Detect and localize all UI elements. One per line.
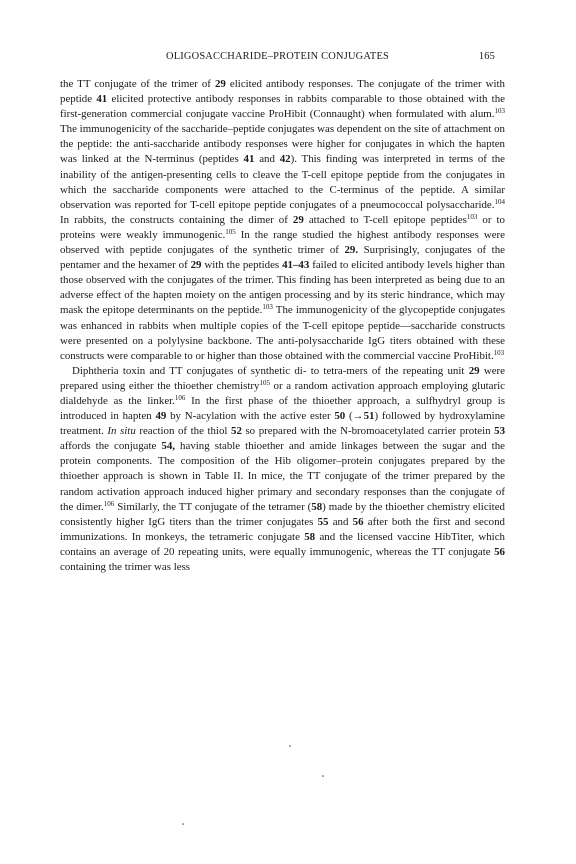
text-run: or to proteins were weakly immunogenic. (60, 213, 505, 241)
running-title: OLIGOSACCHARIDE–PROTEIN CONJUGATES (166, 51, 389, 62)
paragraph-1 (60, 77, 505, 364)
text-run: Surprisingly, conjugates of the pentamer and the hexamer of (60, 244, 505, 272)
reference-superscript: 103 (466, 212, 478, 221)
scan-speck (289, 745, 291, 747)
text-run: or a random activation approach employing glutaric dialdehyde as the linker. (60, 379, 505, 407)
reference-superscript: 103 (262, 303, 273, 312)
text-run: Similarly, the TT conjugate of the tetramer ( (114, 500, 312, 513)
text-run: In the first phase of the thioether approach, a sulfhydryl group is introduced in hapten (60, 394, 505, 423)
text-run: (→ (345, 410, 364, 423)
reference-superscript: 104 (494, 197, 505, 206)
compound-number: 52 (231, 425, 242, 438)
body-text (60, 77, 505, 575)
compound-number: 41–43 (282, 259, 310, 272)
compound-number: 29 (190, 259, 202, 272)
compound-number: 58 (304, 530, 316, 543)
reference-superscript: 105 (225, 227, 236, 236)
text-run: In rabbits, the constructs containing the dimer of (60, 213, 293, 226)
reference-superscript: 105 (259, 378, 270, 387)
compound-number: 58 (311, 500, 323, 513)
text-run: The immunogenicity of the glycopeptide conjugates was enhanced in rabbits when multiple copies of the T-cell epitope peptide—saccharide constructs were presented on a polylysine backbone. The anti-polysaccharide IgG titers obtained with these constructs were comparable to or higher than those obtained with the commercial vaccine ProHibit. (60, 304, 505, 362)
compound-number: 56 (352, 515, 364, 528)
text-run: affords the conjugate (60, 440, 162, 453)
compound-number: 41 (243, 153, 255, 166)
text-run: attached to T-cell epitope peptides (303, 213, 467, 226)
text-run: and the licensed vaccine HibTiter, which contains an average of 20 repeating units, were equally immunogenic, whereas the TT conjugate (60, 530, 505, 558)
compound-number: 49 (155, 410, 167, 423)
text-run: having stable thioether and amide linkages between the sugar and the protein components. The composition of the Hib oligomer–protein conjugates prepared by the thioether approach is shown in Table II. In mice, the TT conjugate of the trimer prepared by the random activation approach induced higher primary and secondary responses than the conjugate of the dimer. (60, 440, 505, 513)
reference-superscript: 103 (493, 348, 505, 357)
text-run: elicited antibody responses. The conjugate of the trimer with peptide (60, 78, 505, 106)
text-run: elicited protective antibody responses in rabbits comparable to those obtained with the first-generation commercial conjugate vaccine ProHibit (Connaught) when formulated with alum. (60, 93, 505, 121)
scan-speck (322, 775, 324, 777)
text-run: the TT conjugate of the trimer of (60, 78, 215, 90)
compound-number: 29 (468, 364, 480, 377)
text-run: by N-acylation with the active ester (166, 410, 335, 423)
compound-number: 29 (292, 213, 304, 226)
compound-number: 55 (317, 515, 329, 528)
reference-superscript: 106 (103, 499, 115, 508)
page-number: 165 (478, 51, 495, 62)
text-run: ) made by the thioether chemistry elicited consistently higher IgG titers than the trimer conjugates (60, 500, 505, 528)
reference-superscript: 103 (494, 107, 505, 116)
text-run: and (328, 515, 353, 528)
text-run: ) followed by hydroxylamine treatment. (60, 410, 505, 438)
compound-number: 54, (161, 440, 176, 453)
paragraph-2 (60, 364, 505, 575)
compound-number: 56 (494, 545, 505, 558)
text-run: containing the trimer was less (60, 561, 191, 573)
text-run: failed to elicited antibody levels higher than those observed with the conjugates of the trimer. This finding has been interpreted as being due to an adverse effect of the hapten moiety on the antigen processing and by its steric hindrance, which may mask the epitope determinants on the peptide. (60, 259, 505, 317)
italic-term: In situ (107, 425, 136, 438)
compound-number: 53 (494, 425, 506, 438)
compound-number: 29 (214, 78, 226, 90)
compound-number: 41 (96, 93, 108, 106)
compound-number: 42 (279, 153, 291, 166)
text-run: and (254, 153, 280, 166)
text-run: with the peptides (201, 259, 283, 272)
scan-speck (182, 823, 184, 825)
text-run: In the range studied the highest antibody responses were observed with peptide conjugates of the synthetic trimer of (60, 228, 505, 257)
text-run: reaction of the thiol (135, 425, 231, 438)
compound-number: 29. (344, 244, 359, 257)
page-header (60, 51, 495, 65)
text-run: were prepared using either the thioether chemistry (60, 364, 505, 392)
text-run: so prepared with the N-bromoacetylated carrier protein (241, 425, 495, 438)
compound-number: 51 (363, 410, 375, 423)
reference-superscript: 106 (174, 393, 186, 402)
compound-number: 50 (334, 410, 346, 423)
text-run: ). This finding was interpreted in terms of the inability of the antigen-presenting cells to cleave the T-cell epitope peptide from the conjugates in which the saccharide components were attached to the C-terminus of the peptide. A similar observation was reported for T-cell epitope peptide conjugates of a pneumococcal polysaccharide. (60, 153, 506, 211)
text-run: The immunogenicity of the saccharide–peptide conjugates was dependent on the site of attachment on the peptide: the anti-saccharide antibody responses were higher for conjugates in which the hapten was linked at the N-terminus (peptides (60, 123, 505, 166)
text-run: after both the first and second immunizations. In monkeys, the tetrameric conjugate (60, 515, 505, 543)
text-run: Diphtheria toxin and TT conjugates of synthetic di- to tetra-mers of the repeating unit (72, 364, 469, 377)
